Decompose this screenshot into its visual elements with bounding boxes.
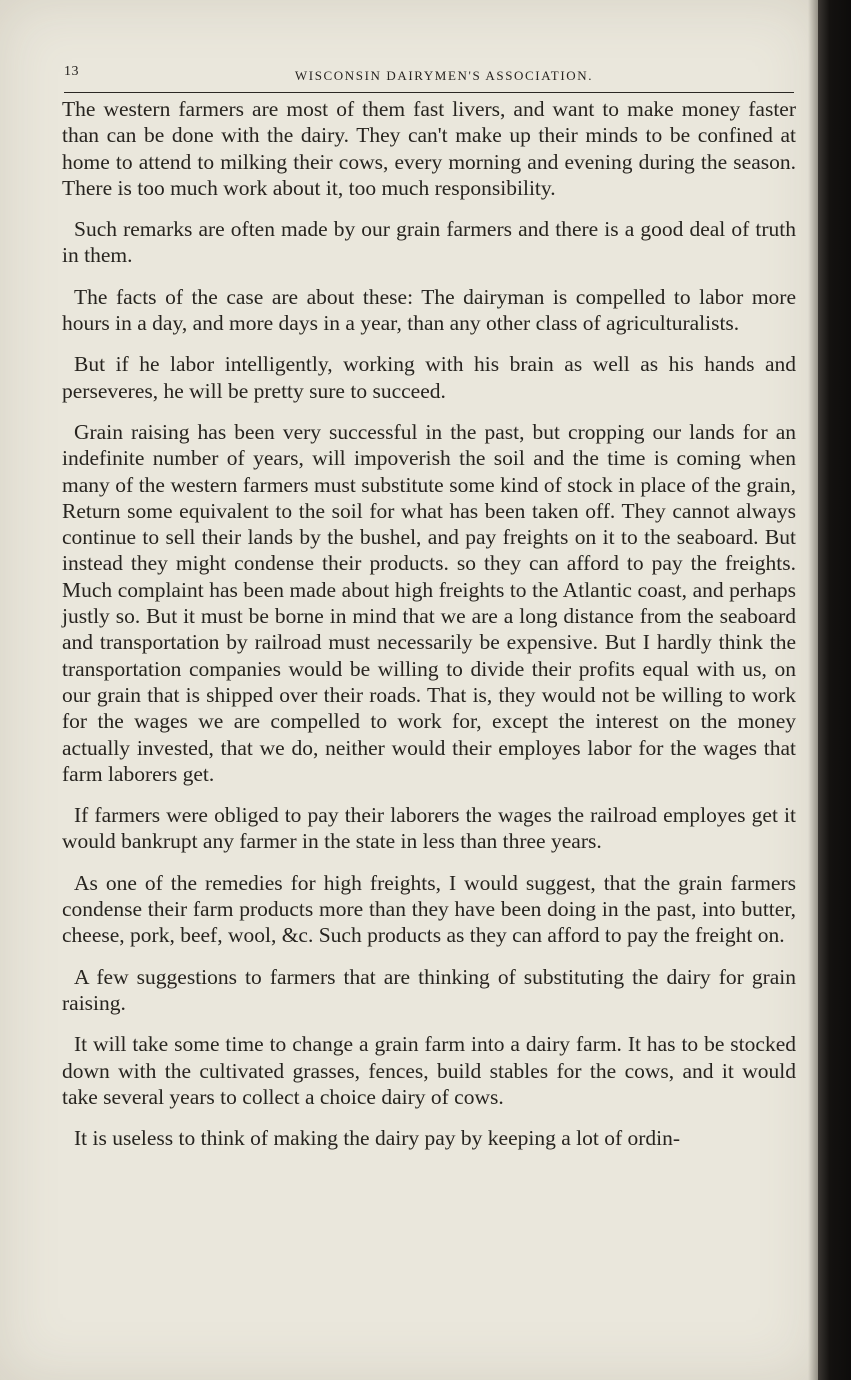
paragraph: It is useless to think of making the dairy pay by keeping a lot of ordin-	[74, 1126, 681, 1151]
paragraph: It will take some time to change a grain farm into a dairy farm. It has to be stocked down with the cultivated grasses, fences, build stables for the cows, and it would take several years to collect a choice dairy of cows.	[62, 1032, 796, 1109]
body-text	[62, 96, 796, 1166]
paragraph: The facts of the case are about these: The dairyman is compelled to labor more hours in a day, and more days in a year, than any other class of agriculturalists.	[62, 284, 796, 336]
paragraph: As one of the remedies for high freights, I would suggest, that the grain farmers condense their farm products more than they have been doing in the past, into butter, cheese, pork, beef, wool, &c. Such products as they can afford to pay the freight on.	[62, 870, 796, 948]
paragraph: If farmers were obliged to pay their laborers the wages the railroad employes get it would bankrupt any farmer in the state in less than three years.	[62, 803, 796, 854]
page-number: 13	[64, 64, 79, 79]
book-spine	[818, 0, 851, 1380]
paragraph: Grain raising has been very successful in the past, but cropping our lands for an indefinite number of years, will impoverish the soil and the time is coming when many of the western farmers must substitute some kind of stock in place of the grain, Return some equivalent to the soil for what has been taken off. They cannot always continue to sell their lands by the bushel, and pay freights on it to the seaboard. But instead they might condense their products. so they can afford to pay the freights. Much complaint has been made about high freights to the Atlantic coast, and perhaps justly so. But it must be borne in mind that we are a long distance from the seaboard and transportation by railroad must necessarily be expensive. But I hardly think the transportation companies would be willing to divide their profits equal with us, on our grain that is shipped over their roads. That is, they would not be willing to work for the wages we are compelled to work for, except the interest on the money actually invested, that we do, neither would their employes labor for the wages that farm laborers get.	[62, 419, 796, 786]
page-header	[64, 62, 794, 93]
paragraph: Such remarks are often made by our grain farmers and there is a good deal of truth in them.	[62, 217, 796, 268]
paragraph: The western farmers are most of them fast livers, and want to make money faster than can be done with the dairy. They can't make up their minds to be confined at home to attend to milking their cows, every morning and evening during the season. There is too much work about it, too much responsibility.	[62, 97, 796, 200]
paragraph: But if he labor intelligently, working with his brain as well as his hands and perseveres, he will be pretty sure to succeed.	[62, 352, 796, 403]
paragraph: A few suggestions to farmers that are thinking of substituting the dairy for grain raising.	[62, 964, 796, 1015]
running-head: WISCONSIN DAIRYMEN'S ASSOCIATION.	[294, 68, 594, 83]
